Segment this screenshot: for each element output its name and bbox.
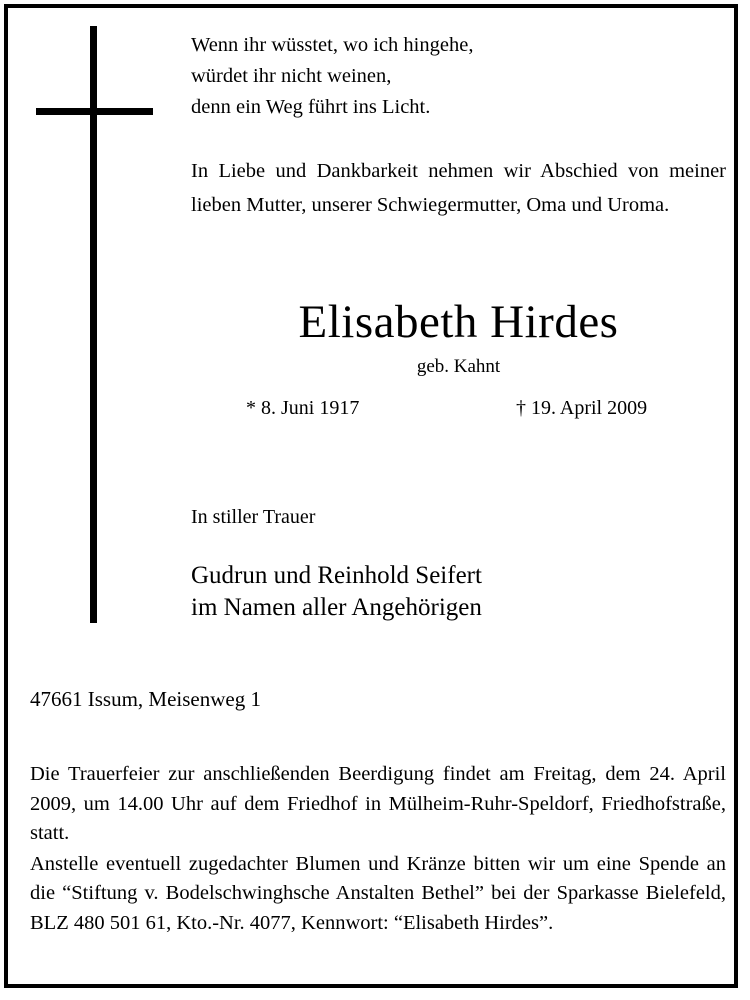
verse-line-1: Wenn ihr wüsstet, wo ich hingehe, [191, 34, 474, 56]
obituary-card-inner [8, 8, 734, 984]
donation-paragraph: Anstelle eventuell zugedachter Blumen und Kränze bitten wir um eine Spende an die “Stiftung v. Bodelschwinghsche Anstalten Bethel” bei der Sparkasse Bielefeld, BLZ 480 501 61, Kto.-Nr. 4077, Kennwort: “Elisabeth Hirdes”. [30, 852, 726, 934]
mourner-line-2: im Namen aller Angehörigen [191, 594, 482, 621]
cross-horizontal-bar [36, 108, 153, 115]
mourning-label: In stiller Trauer [191, 506, 316, 528]
footer-block [30, 760, 726, 938]
deceased-maiden-name: geb. Kahnt [416, 356, 501, 377]
deceased-name-block [191, 294, 726, 422]
deceased-name: Elisabeth Hirdes [298, 296, 619, 348]
address-line: 47661 Issum, Meisenweg 1 [30, 687, 261, 711]
mourner-line-1: Gudrun und Reinhold Seifert [191, 562, 482, 589]
farewell-paragraph: In Liebe und Dankbarkeit nehmen wir Abschied von meiner lieben Mutter, unserer Schwiegermutter, Oma und Uroma. [191, 160, 726, 216]
verse-line-3: denn ein Weg führt ins Licht. [191, 96, 431, 118]
life-dates-row [191, 394, 726, 422]
mourner-names [191, 560, 726, 624]
mourners-block [191, 504, 726, 624]
funeral-service-paragraph: Die Trauerfeier zur anschließenden Beerdigung findet am Freitag, dem 24. April 2009, um 14.00 Uhr auf dem Friedhof in Mülheim-Ruhr-Speldorf, Friedhofstraße, statt. [30, 763, 726, 844]
cross-vertical-bar [90, 26, 97, 623]
obituary-notice-card [4, 4, 738, 988]
birth-date: * 8. Juni 1917 [246, 397, 360, 419]
upper-text-column [191, 30, 726, 222]
latin-cross-icon [30, 26, 170, 626]
verse-line-2: würdet ihr nicht weinen, [191, 65, 392, 87]
death-date: † 19. April 2009 [516, 397, 648, 419]
